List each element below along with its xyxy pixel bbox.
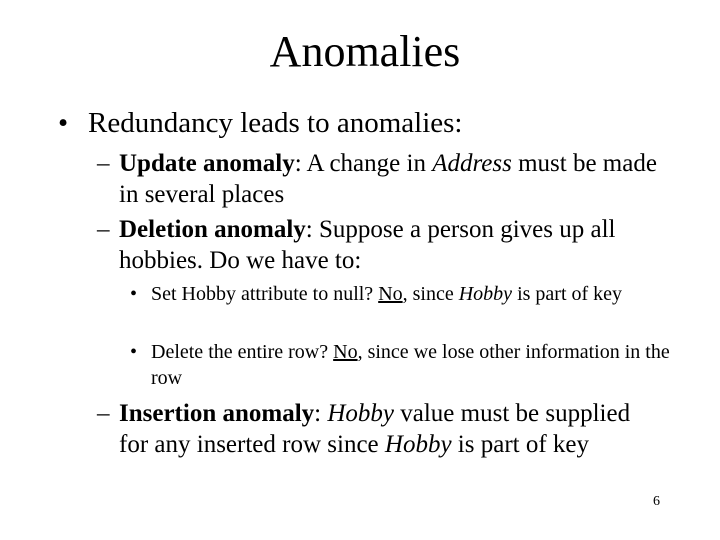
update-text-b: must be made in several places xyxy=(119,150,657,208)
insertion-text-b: value must be supplied for any inserted row since xyxy=(119,400,631,458)
deletion-anomaly-text xyxy=(119,214,679,276)
bullet-redundancy xyxy=(58,104,462,142)
insertion-text-c: is part of key xyxy=(451,431,590,458)
deletion-text: : Suppose a person gives up all hobbies. Do we have to: xyxy=(119,216,616,274)
dash-icon: – xyxy=(97,400,110,427)
deletion-anomaly-term: Deletion anomaly xyxy=(119,216,306,243)
bullet-text: Redundancy leads to anomalies: xyxy=(88,107,463,139)
update-italic: Address xyxy=(432,150,512,177)
sub1-italic: Hobby xyxy=(458,283,513,305)
bullet-icon: • xyxy=(58,107,69,139)
sub1-text-c: is part of key xyxy=(512,283,623,305)
dash-icon: – xyxy=(97,150,110,177)
sub1-text-b: , since xyxy=(402,283,459,305)
update-anomaly-text xyxy=(119,148,679,210)
sub2-text-b: , since we lose other information in the row xyxy=(151,341,670,389)
insertion-text-a: : xyxy=(314,400,328,427)
item-update-anomaly xyxy=(97,148,679,210)
page-number: 6 xyxy=(653,494,660,509)
update-anomaly-term: Update anomaly xyxy=(119,150,295,177)
sub2-underlined: No xyxy=(333,341,358,363)
item-deletion-anomaly xyxy=(97,214,679,276)
sub-item-text xyxy=(151,339,671,391)
sub-item-delete-row xyxy=(130,339,671,391)
sub-item-set-null xyxy=(130,281,671,307)
slide-title: Anomalies xyxy=(269,27,461,76)
sub2-text-a: Delete the entire row? xyxy=(151,341,334,363)
update-text-a: : A change in xyxy=(294,150,433,177)
insertion-anomaly-term: Insertion anomaly xyxy=(119,400,315,427)
dash-icon: – xyxy=(97,216,110,243)
bullet-icon: • xyxy=(130,341,138,363)
insertion-italic-a: Hobby xyxy=(327,400,395,427)
sub1-underlined: No xyxy=(378,283,403,305)
bullet-icon: • xyxy=(130,283,138,305)
insertion-anomaly-text xyxy=(119,398,639,460)
sub1-text-a: Set Hobby attribute to null? xyxy=(151,283,379,305)
insertion-italic-b: Hobby xyxy=(384,431,452,458)
item-insertion-anomaly xyxy=(97,398,639,460)
sub-item-text xyxy=(151,281,671,307)
